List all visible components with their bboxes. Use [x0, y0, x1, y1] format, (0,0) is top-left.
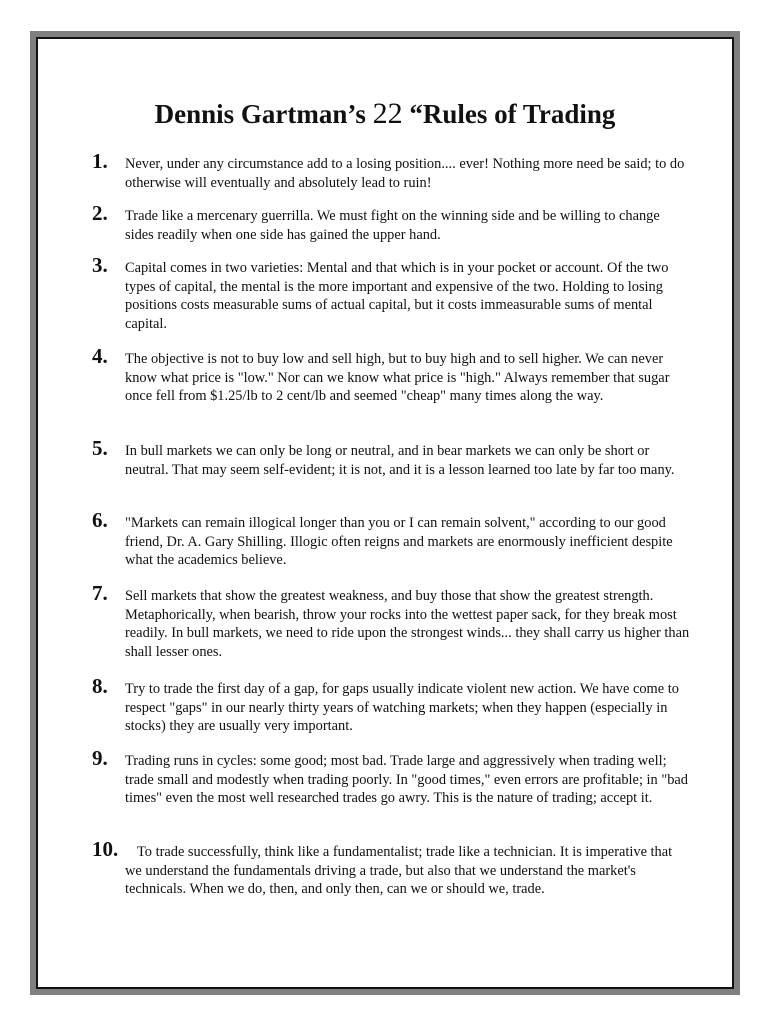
- document-title: [38, 97, 732, 131]
- rule-item: [92, 508, 692, 570]
- rule-number: 4.: [92, 344, 108, 368]
- rule-item: [92, 201, 692, 244]
- rule-number: 5.: [92, 436, 108, 460]
- rule-item: [92, 674, 692, 736]
- rule-number: 1.: [92, 149, 108, 173]
- rule-item: [92, 746, 692, 808]
- rule-text: To trade successfully, think like a fundamentalist; trade like a technician. It is imperative that we understand the fundamentals driving a trade, but also that we understand the market's technicals. When we do, then, and only then, can we or should we, trade.: [125, 844, 673, 897]
- rule-item: [92, 436, 692, 479]
- title-suffix: “Rules of Trading: [402, 99, 616, 129]
- rule-number: 9.: [92, 746, 108, 770]
- rule-text: The objective is not to buy low and sell high, but to buy high and to sell higher. We can never know what price is "low." Nor can we know what price is "high." Always remember that sugar once fell from $1.25/lb to 2 cent/lb and seemed "cheap" many times along the way.: [125, 351, 670, 404]
- rule-text: Try to trade the first day of a gap, for gaps usually indicate violent new action. We have come to respect "gaps" in our nearly thirty years of watching markets; when they happen (especially in stocks) they are usually very important.: [125, 681, 679, 734]
- rule-text: Sell markets that show the greatest weakness, and buy those that show the greatest strength. Metaphorically, when bearish, throw your rocks into the wettest paper sack, for they break most readily. In bull markets, we need to ride upon the strongest winds... they shall carry us higher than shall lesser ones.: [125, 588, 690, 660]
- rule-text: "Markets can remain illogical longer than you or I can remain solvent," according to our good friend, Dr. A. Gary Shilling. Illogic often reigns and markets are enormously inefficient despite what the academics believe.: [125, 515, 673, 568]
- rule-text: Trade like a mercenary guerrilla. We must fight on the winning side and be willing to change sides readily when one side has gained the upper hand.: [125, 208, 660, 243]
- rule-item: [92, 253, 692, 333]
- rule-text: Never, under any circumstance add to a losing position.... ever! Nothing more need be said; to do otherwise will eventually and absolutely lead to ruin!: [125, 156, 685, 191]
- page-frame: [30, 31, 740, 995]
- rule-item: [92, 149, 692, 192]
- rule-number: 8.: [92, 674, 108, 698]
- rule-text: In bull markets we can only be long or neutral, and in bear markets we can only be short or neutral. That may seem self-evident; it is not, and it is a lesson learned too late by far too many.: [125, 443, 675, 478]
- rule-number: 7.: [92, 581, 108, 605]
- title-number: 22: [372, 97, 403, 130]
- rule-number: 2.: [92, 201, 108, 225]
- title-prefix: Dennis Gartman’s: [154, 99, 373, 129]
- document-page: [36, 37, 734, 989]
- rule-item: [92, 581, 692, 661]
- rule-text: Capital comes in two varieties: Mental and that which is in your pocket or account. Of the two types of capital, the mental is the more important and expensive of the two. Holding to losing positions costs measurable sums of actual capital, but it costs immeasurable sums of mental capital.: [125, 260, 669, 332]
- rule-number: 6.: [92, 508, 108, 532]
- rule-number: 3.: [92, 253, 108, 277]
- rule-number: 10.: [92, 837, 119, 861]
- rule-item: [92, 837, 692, 899]
- rule-text: Trading runs in cycles: some good; most bad. Trade large and aggressively when trading well; trade small and modestly when trading poorly. In "good times," even errors are profitable; in "bad times" even the most well researched trades go awry. This is the nature of trading; accept it.: [125, 753, 688, 806]
- rule-item: [92, 344, 692, 406]
